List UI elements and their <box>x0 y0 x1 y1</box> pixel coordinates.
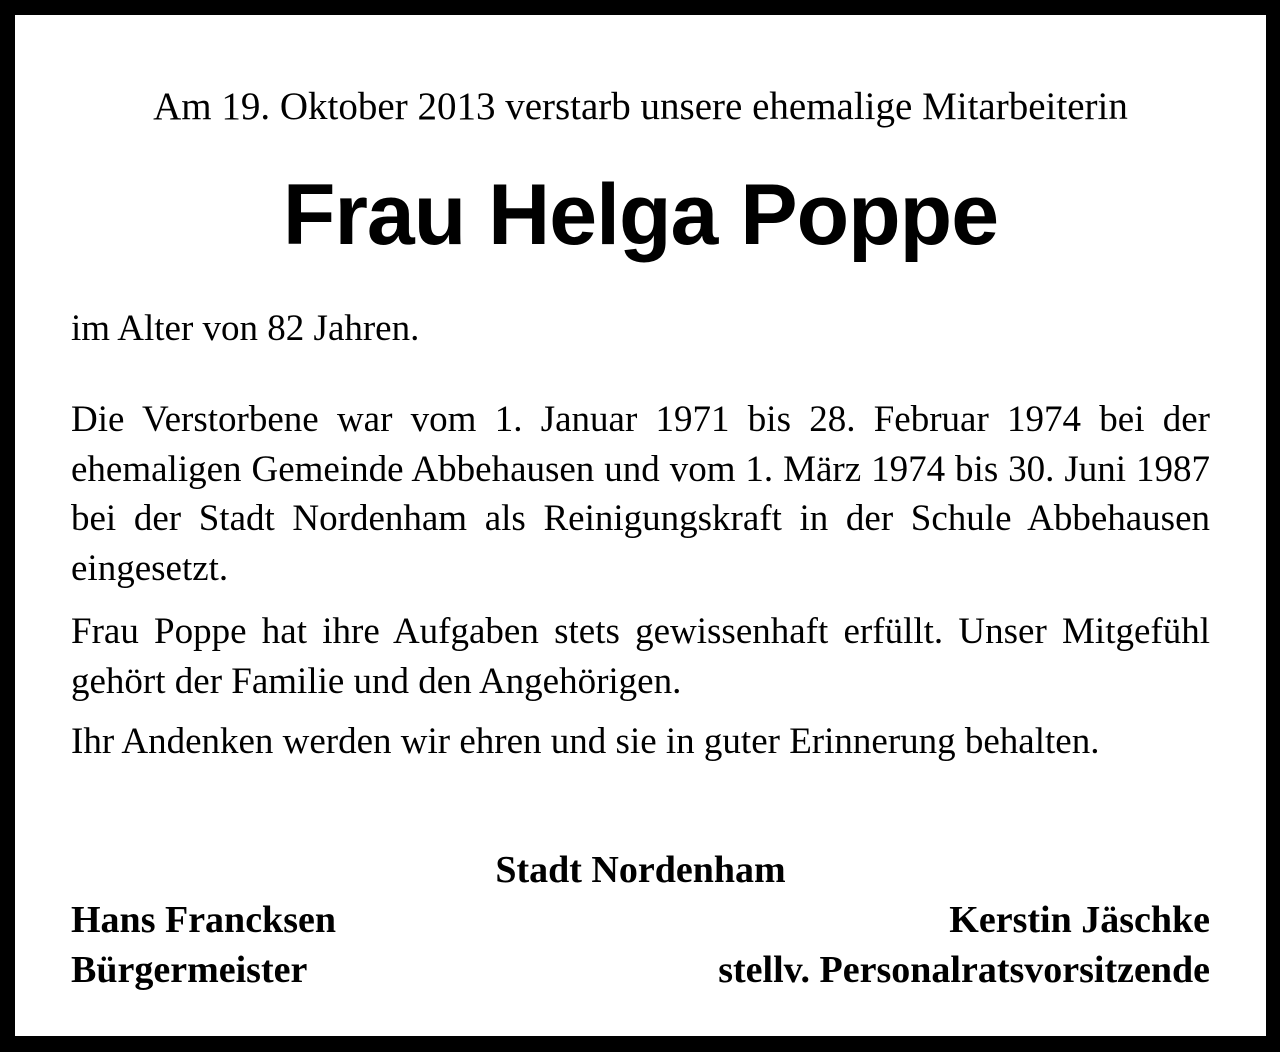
signatory-left <box>71 895 336 995</box>
intro-line: Am 19. Oktober 2013 verstarb unsere ehemalige Mitarbeiterin <box>153 85 1128 128</box>
organization-name: Stadt Nordenham <box>495 849 786 891</box>
signatory-name: Hans Francksen <box>71 899 336 941</box>
signatory-name: Kerstin Jäschke <box>949 899 1210 941</box>
employment-paragraph: Die Verstorbene war vom 1. Januar 1971 bis 28. Februar 1974 bei der ehemaligen Gemeinde Abbehausen und vom 1. März 1974 bis 30. Juni 1987 bei der Stadt Nordenham als Reinigungskraft in der Schule Abbehausen eingesetzt. <box>71 399 1210 589</box>
age-line: im Alter von 82 Jahren. <box>71 308 420 349</box>
signatory-title: stellv. Personalratsvorsitzende <box>718 949 1210 991</box>
remembrance-paragraph: Ihr Andenken werden wir ehren und sie in guter Erinnerung behalten. <box>71 721 1100 762</box>
signatory-right <box>718 895 1210 995</box>
condolence-paragraph: Frau Poppe hat ihre Aufgaben stets gewissenhaft erfüllt. Unser Mitgefühl gehört der Familie und den Angehörigen. <box>71 611 1210 702</box>
signatory-title: Bürgermeister <box>71 949 308 991</box>
deceased-name: Frau Helga Poppe <box>282 167 999 263</box>
